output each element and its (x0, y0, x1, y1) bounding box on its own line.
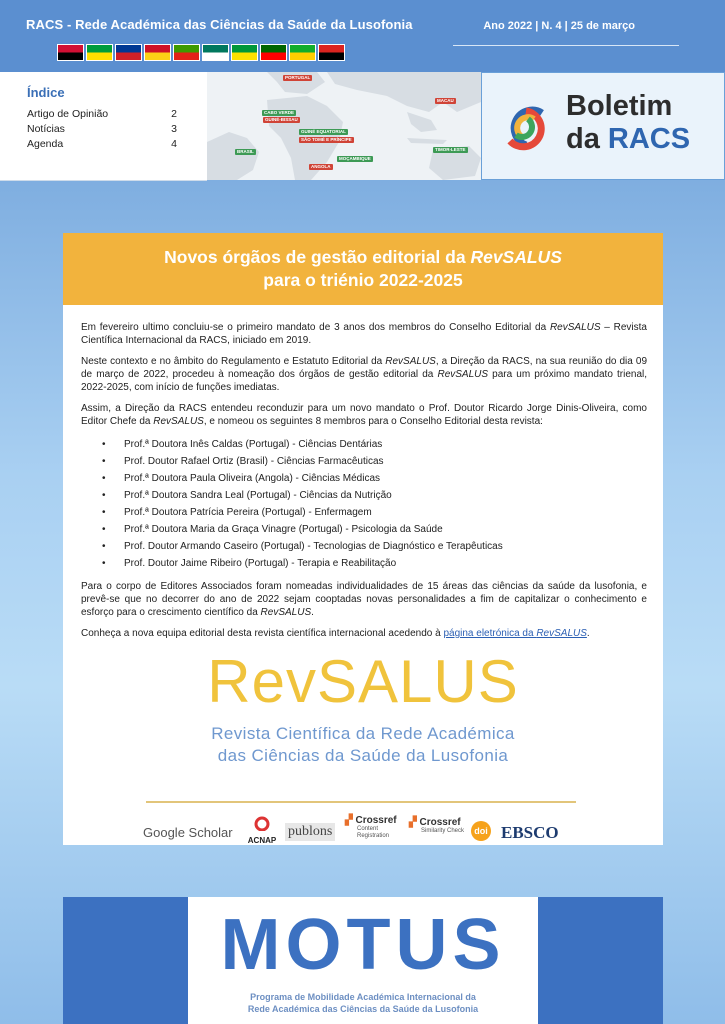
index-item[interactable] (27, 108, 177, 120)
flag-icon (57, 44, 84, 61)
crossref-sub: Similarity Check (421, 828, 465, 834)
text: , a Direção da RACS, na sua reunião do dia 09 de março de 2022, procedeu à nomeação dos órgãos de gestão editorial da (81, 356, 647, 380)
revsalus-divider (146, 801, 576, 803)
list-item: • Prof.ª Doutora Sandra Leal (Portugal) - Ciências da Nutrição (81, 487, 647, 504)
motus-subtitle-1: Programa de Mobilidade Académica Internacional da (250, 992, 476, 1002)
article-body (81, 321, 647, 648)
paragraph (81, 627, 647, 640)
brand-box (481, 72, 725, 180)
crossref-text: Crossref (419, 817, 461, 828)
text-italic: RevSALUS (260, 607, 312, 618)
map-country-label: TIMOR-LESTE (435, 147, 466, 152)
index-item[interactable] (27, 123, 177, 135)
world-map-graphic (207, 72, 481, 180)
map-country-label: BRASIL (237, 149, 254, 154)
revsalus-subtitle-2: das Ciências da Saúde da Lusofonia (217, 746, 509, 765)
crossref-similarity-logo (409, 817, 464, 835)
text: Neste contexto e no âmbito do Regulamento e Estatuto Editorial da (81, 356, 386, 367)
list-item: • Prof.ª Doutora Maria da Graça Vinagre (Portugal) - Psicologia da Saúde (81, 521, 647, 538)
list-item: • Prof. Doutor Rafael Ortiz (Brasil) - Ciências Farmacêuticas (81, 453, 647, 470)
revsalus-wordmark: RevSALUS (207, 648, 519, 715)
brand-line2-prefix: da (566, 123, 608, 155)
crossref-content-logo (345, 815, 397, 840)
article-card (63, 233, 663, 845)
racs-logo-icon (502, 97, 550, 159)
flag-icon (115, 44, 142, 61)
text-italic: RevSALUS (549, 322, 601, 333)
flag-icon (173, 44, 200, 61)
index-panel (0, 72, 207, 181)
revsalus-logo (63, 648, 663, 767)
index-item-label: Artigo de Opinião (27, 108, 109, 120)
motus-subtitle-2: Rede Académica das Ciências da Saúde da Lusofonia (247, 1004, 479, 1014)
google-scholar-logo (143, 825, 233, 840)
motus-wordmark: MOTUS (220, 905, 506, 985)
crossref-sub: Registration (357, 833, 390, 839)
index-title: Índice (27, 85, 65, 100)
map-country-label: GUINÉ EQUATORIAL (301, 129, 346, 134)
list-item: • Prof. Doutor Jaime Ribeiro (Portugal) - Terapia e Reabilitação (81, 555, 647, 572)
text-italic: RevSALUS (385, 356, 436, 367)
members-list (81, 436, 647, 572)
text: Para o corpo de Editores Associados foram nomeadas individualidades de 15 áreas das ciências da saúde da lusofonia, e prevê-se que no decorrer do ano de 2022 sejam cooptadas novas personalidades a fim de capitalizar o conhecimento e esforço para o crescimento científico da (81, 581, 647, 618)
article-title-prefix: Novos órgãos de gestão editorial da (164, 247, 471, 267)
index-item-page: 3 (171, 123, 177, 135)
text-italic: RevSALUS (437, 369, 489, 380)
flag-icon (144, 44, 171, 61)
link-text-italic: RevSALUS (536, 628, 587, 639)
revsalus-page-link[interactable] (443, 628, 586, 639)
text: – Revista Científica Internacional da RACS, iniciado em 2019. (81, 322, 647, 346)
list-item: • Prof. Doutor Armando Caseiro (Portugal) - Tecnologias de Diagnóstico e Terapêuticas (81, 538, 647, 555)
brand-title (566, 90, 690, 156)
map-country-label: MACAU (437, 98, 454, 103)
paragraph (81, 402, 647, 428)
index-item[interactable] (27, 138, 177, 150)
crossref-icon: ▞ (345, 815, 353, 826)
brand-racs: RACS (607, 123, 691, 155)
crossref-icon: ▞ (409, 817, 417, 828)
map-country-label: GUINÉ-BISSAU (265, 117, 298, 122)
acnap-text: ACNAP (247, 836, 277, 845)
list-item: • Prof.ª Doutora Paula Oliveira (Angola) - Ciências Médicas (81, 470, 647, 487)
issue-divider (453, 45, 679, 46)
motus-card (188, 897, 538, 1024)
text-italic: RevSALUS (153, 416, 204, 427)
text: Assim, a Direção da RACS entendeu reconduzir para um novo mandato o Prof. Doutor Ricardo Jorge Dinis-Oliveira, como Editor Chefe da (81, 403, 647, 427)
top-bar (0, 0, 725, 72)
text: , e nomeou os seguintes 8 membros para o Conselho Editorial desta revista: (203, 416, 543, 427)
ebsco-logo: EBSCO (501, 823, 559, 842)
flag-icon (86, 44, 113, 61)
publons-logo: publons (285, 823, 335, 841)
index-item-page: 4 (171, 138, 177, 150)
acnap-logo (246, 815, 278, 845)
site-title: RACS - Rede Académica das Ciências da Saúde da Lusofonia (26, 17, 413, 32)
paragraph (81, 355, 647, 394)
map-country-label: PORTUGAL (285, 75, 311, 80)
brand-line2 (566, 123, 690, 156)
list-item: • Prof.ª Doutora Inês Caldas (Portugal) - Ciências Dentárias (81, 436, 647, 453)
paragraph (81, 321, 647, 347)
map-country-label: ANGOLA (311, 164, 331, 169)
map-country-label: CABO VERDE (264, 110, 295, 115)
map-country-label: SÃO TOMÉ E PRÍNCIPE (301, 137, 352, 142)
map-country-label: MOÇAMBIQUE (339, 156, 371, 161)
flag-icon (260, 44, 287, 61)
revsalus-subtitle-1: Revista Científica da Rede Académica (211, 724, 515, 743)
index-item-label: Notícias (27, 123, 65, 135)
flag-icon (202, 44, 229, 61)
google-scholar-text: Google Scholar (143, 825, 233, 840)
crossref-sub: Content (357, 826, 379, 832)
crossref-text: Crossref (355, 815, 397, 826)
article-title-line2: para o triénio 2022-2025 (263, 270, 463, 290)
link-text: página eletrónica da (443, 628, 537, 639)
article-title-italic: RevSALUS (470, 247, 562, 267)
index-item-page: 2 (171, 108, 177, 120)
flags-row (57, 44, 345, 61)
text: . (311, 607, 314, 618)
indexing-logos (143, 815, 583, 851)
index-item-label: Agenda (27, 138, 64, 150)
flag-icon (289, 44, 316, 61)
list-item: • Prof.ª Doutora Patrícia Pereira (Portugal) - Enfermagem (81, 504, 647, 521)
issue-info: Ano 2022 | N. 4 | 25 de março (483, 20, 635, 32)
paragraph (81, 580, 647, 619)
doi-logo: doi (471, 821, 491, 841)
text: . (586, 628, 590, 639)
flag-icon (318, 44, 345, 61)
text: Em fevereiro ultimo concluiu-se o primeiro mandato de 3 anos dos membros do Conselho Editorial da (81, 322, 550, 333)
text: para um próximo mandato trienal, 2022-2025, com início de funções imediatas. (81, 369, 648, 393)
brand-line1: Boletim (566, 90, 673, 122)
acnap-icon (251, 815, 273, 831)
article-title (63, 246, 663, 292)
flag-icon (231, 44, 258, 61)
text: Conheça a nova equipa editorial desta revista científica internacional acedendo à (81, 628, 444, 639)
lusophone-map (207, 72, 481, 180)
article-header (63, 233, 663, 305)
header-row (0, 72, 725, 180)
